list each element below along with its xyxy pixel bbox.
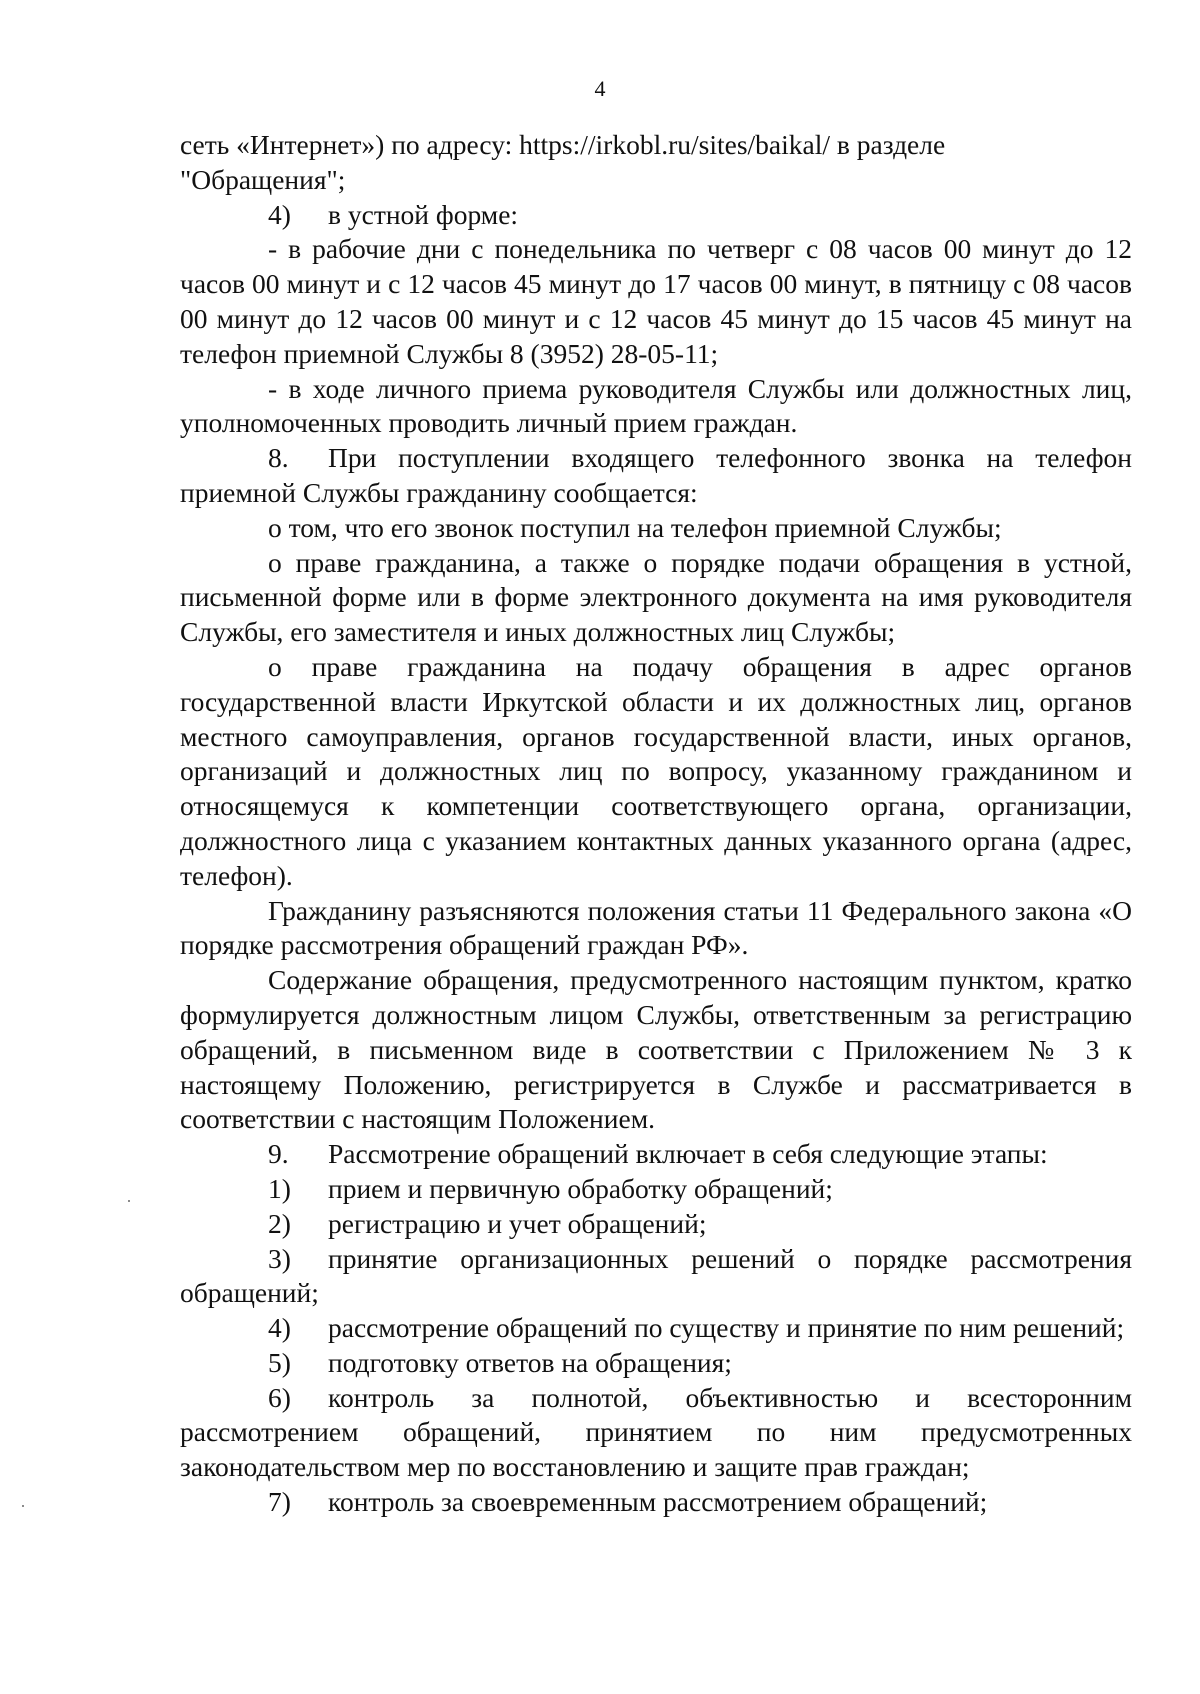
list-item: [180, 1346, 1132, 1381]
paragraph-appeal-content: Содержание обращения, предусмотренного настоящим пунктом, кратко формулируется должностным лицом Службы, ответственным за регистрацию обращений, в письменном виде в соответствии с Приложением № 3 к настоящему Положению, регистрируется в Службе и рассматривается в соответствии с настоящим Положением.: [180, 964, 1132, 1135]
item-oral-form: [180, 198, 1132, 233]
stage-text: регистрацию и учет обращений;: [328, 1207, 707, 1239]
paragraph-internet-address: сеть «Интернет») по адресу: https://irkobl.ru/sites/baikal/ в разделе: [180, 129, 946, 160]
list-item: [180, 1172, 1132, 1207]
stage-number: 4): [268, 1312, 291, 1344]
item-number: 4): [268, 198, 291, 230]
stage-number: 7): [268, 1486, 291, 1518]
stage-number: 1): [268, 1172, 291, 1204]
clause-text: При поступлении входящего телефонного звонка на телефон приемной Службы гражданину сообщается:: [180, 442, 1132, 508]
clause-number: 8.: [268, 442, 289, 474]
paragraph-internet-section: "Обращения";: [180, 163, 346, 195]
clause-text: Рассмотрение обращений включает в себя следующие этапы:: [328, 1138, 1048, 1170]
paragraph-citizen-right-authorities: о праве гражданина на подачу обращения в адрес органов государственной власти Иркутской области и их должностных лиц, органов местного самоуправления, органов государственной власти, иных органов, организаций и должностных лиц по вопросу, указанному гражданином и относящемуся к компетенции соответствующего органа, организации, должностного лица с указанием контактных данных указанного органа (адрес, телефон).: [180, 650, 1132, 891]
paragraph-clause-9: [180, 1137, 1132, 1172]
paragraph-clause-8: [180, 441, 1132, 511]
list-item: [180, 1485, 1132, 1520]
stage-text: прием и первичную обработку обращений;: [328, 1172, 833, 1204]
stage-number: 6): [268, 1381, 291, 1413]
stage-number: 5): [268, 1346, 291, 1378]
list-item: [180, 1242, 1132, 1312]
clause-number: 9.: [268, 1138, 289, 1170]
item-text: в устной форме:: [328, 198, 519, 230]
stages-list: [180, 1172, 1132, 1520]
stage-text: контроль за полнотой, объективностью и всесторонним рассмотрением обращений, принятием по ним предусмотренных законодательством мер по восстановлению и защите прав граждан;: [180, 1381, 1132, 1483]
list-item: [180, 1207, 1132, 1242]
scan-speck: [22, 1505, 24, 1507]
stage-text: подготовку ответов на обращения;: [328, 1346, 732, 1378]
paragraph-working-hours: - в рабочие дни с понедельника по четверг с 08 часов 00 минут до 12 часов 00 минут и с 12 часов 45 минут до 17 часов 00 минут, в пятницу с 08 часов 00 минут до 12 часов 00 минут и с 12 часов 45 минут до 15 часов 45 минут на телефон приемной Службы 8 (3952) 28-05-11;: [180, 233, 1132, 369]
stage-number: 2): [268, 1207, 291, 1239]
scan-speck: [128, 1200, 130, 1202]
page-number: 4: [594, 76, 606, 101]
stage-text: рассмотрение обращений по существу и принятие по ним решений;: [328, 1312, 1125, 1344]
paragraph-citizen-right-submission: о праве гражданина, а также о порядке подачи обращения в устной, письменной форме или в форме электронного документа на имя руководителя Службы, его заместителя и иных должностных лиц Службы;: [180, 546, 1132, 648]
stage-number: 3): [268, 1242, 291, 1274]
paragraph-personal-reception: - в ходе личного приема руководителя Службы или должностных лиц, уполномоченных проводить личный прием граждан.: [180, 372, 1132, 439]
stage-text: контроль за своевременным рассмотрением обращений;: [328, 1486, 988, 1518]
list-item: [180, 1381, 1132, 1485]
list-item: [180, 1311, 1132, 1346]
paragraph-call-received: о том, что его звонок поступил на телефон приемной Службы;: [268, 511, 1002, 543]
paragraph-law-explanation: Гражданину разъясняются положения статьи 11 Федерального закона «О порядке рассмотрения обращений граждан РФ».: [180, 894, 1132, 961]
stage-text: принятие организационных решений о порядке рассмотрения обращений;: [180, 1242, 1132, 1309]
document-body: [180, 128, 1132, 1520]
